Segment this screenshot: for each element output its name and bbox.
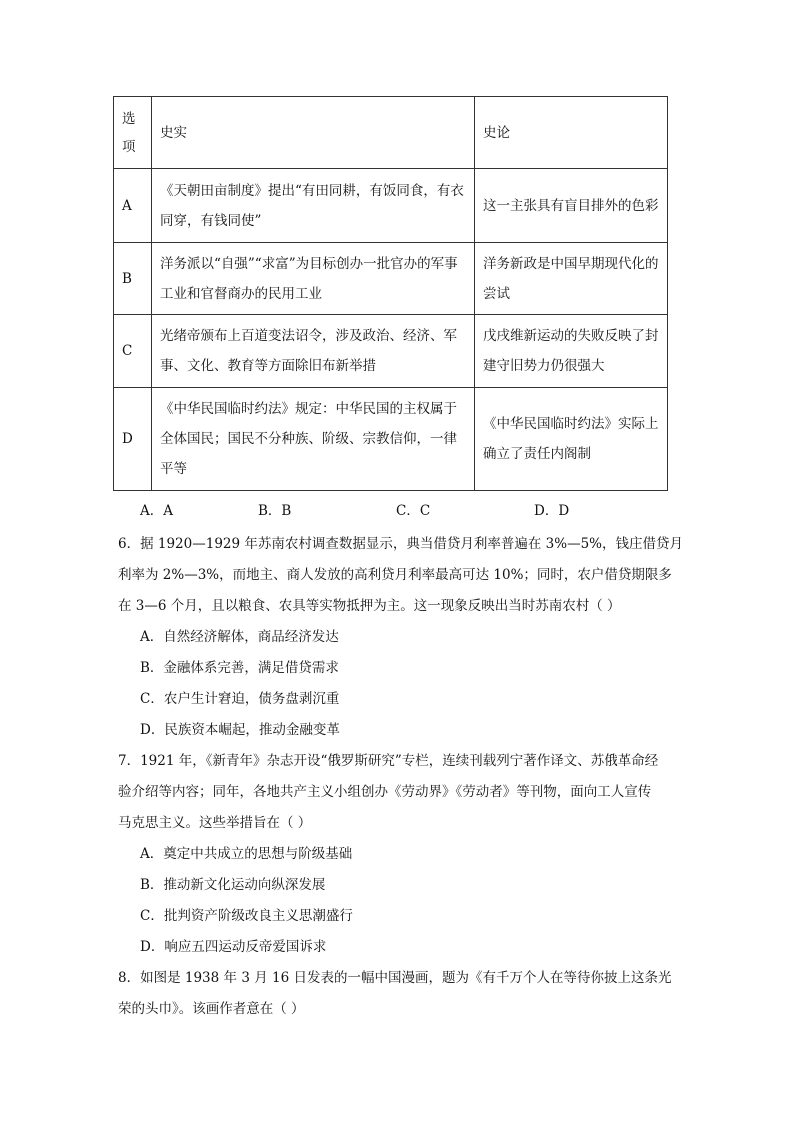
row-thesis: 洋务新政是中国早期现代化的尝试 — [475, 243, 668, 315]
q6-option-b[interactable]: B．金融体系完善，满足借贷需求 — [140, 660, 339, 676]
table-row — [114, 243, 668, 315]
q7-option-d[interactable]: D．响应五四运动反帝爱国诉求 — [140, 939, 327, 955]
question-stem-line: 在 3—6 个月，且以粮食、农具等实物抵押为主。这一现象反映出当时苏南农村（ ） — [118, 598, 621, 614]
row-label: C — [114, 315, 152, 388]
row-fact: 《中华民国临时约法》规定：中华民国的主权属于全体国民；国民不分种族、阶级、宗教信仰，一律平等 — [152, 388, 475, 491]
q5-option-c[interactable]: C．C — [396, 503, 431, 519]
row-thesis: 戊戌维新运动的失败反映了封建守旧势力仍很强大 — [475, 315, 668, 388]
question-stem-line: 荣的头巾》。该画作者意在（ ） — [118, 1001, 305, 1017]
row-label: B — [114, 243, 152, 315]
q5-options — [140, 501, 700, 521]
question-stem-line: 验介绍等内容；同年，各地共产主义小组创办《劳动界》《劳动者》等刊物，面向工人宣传 — [118, 784, 652, 800]
row-fact: 洋务派以“自强”“求富”为目标创办一批官办的军事工业和官督商办的民用工业 — [152, 243, 475, 315]
question-stem-line: 6．据 1920—1929 年苏南农村调查数据显示，典当借贷月利率普遍在 3%—5%，钱庄借贷月 — [118, 536, 684, 552]
q6-option-c[interactable]: C．农户生计窘迫，债务盘剥沉重 — [140, 691, 340, 707]
q7-option-c[interactable]: C．批判资产阶级改良主义思潮盛行 — [140, 908, 353, 924]
row-fact: 《天朝田亩制度》提出“有田同耕，有饭同食，有衣同穿，有钱同使” — [152, 169, 475, 243]
q5-option-a[interactable]: A．A — [140, 503, 173, 519]
q6-option-d[interactable]: D．民族资本崛起，推动金融变革 — [140, 722, 340, 738]
table-row — [114, 169, 668, 243]
question-stem-line: 8．如图是 1938 年 3 月 16 日发表的一幅中国漫画，题为《有千万个人在等待你披上这条光 — [118, 970, 672, 986]
history-comparison-table — [113, 96, 668, 491]
row-thesis: 《中华民国临时约法》实际上确立了责任内阁制 — [475, 388, 668, 491]
header-thesis: 史论 — [475, 97, 668, 169]
question-7 — [118, 746, 678, 963]
row-thesis: 这一主张具有盲目排外的色彩 — [475, 169, 668, 243]
q6-option-a[interactable]: A．自然经济解体，商品经济发达 — [140, 629, 339, 645]
question-stem-line: 利率为 2%—3%，而地主、商人发放的高利贷月利率最高可达 10%；同时，农户借贷期限多 — [118, 567, 672, 583]
q5-option-b[interactable]: B．B — [258, 503, 292, 519]
q5-option-d[interactable]: D．D — [534, 503, 570, 519]
table-row — [114, 315, 668, 388]
table-row — [114, 388, 668, 491]
row-label: D — [114, 388, 152, 491]
q7-option-b[interactable]: B．推动新文化运动向纵深发展 — [140, 877, 326, 893]
question-8 — [118, 963, 678, 1025]
question-6 — [118, 529, 684, 746]
question-stem-line: 7．1921 年，《新青年》杂志开设“俄罗斯研究”专栏，连续刊载列宁著作译文、苏俄革命经 — [118, 753, 659, 769]
table-header-row — [114, 97, 668, 169]
row-fact: 光绪帝颁布上百道变法诏令，涉及政治、经济、军事、文化、教育等方面除旧布新举措 — [152, 315, 475, 388]
header-option: 选 项 — [114, 97, 152, 169]
q7-option-a[interactable]: A．奠定中共成立的思想与阶级基础 — [140, 846, 353, 862]
row-label: A — [114, 169, 152, 243]
header-fact: 史实 — [152, 97, 475, 169]
question-stem-line: 马克思主义。这些举措旨在（ ） — [118, 815, 312, 831]
